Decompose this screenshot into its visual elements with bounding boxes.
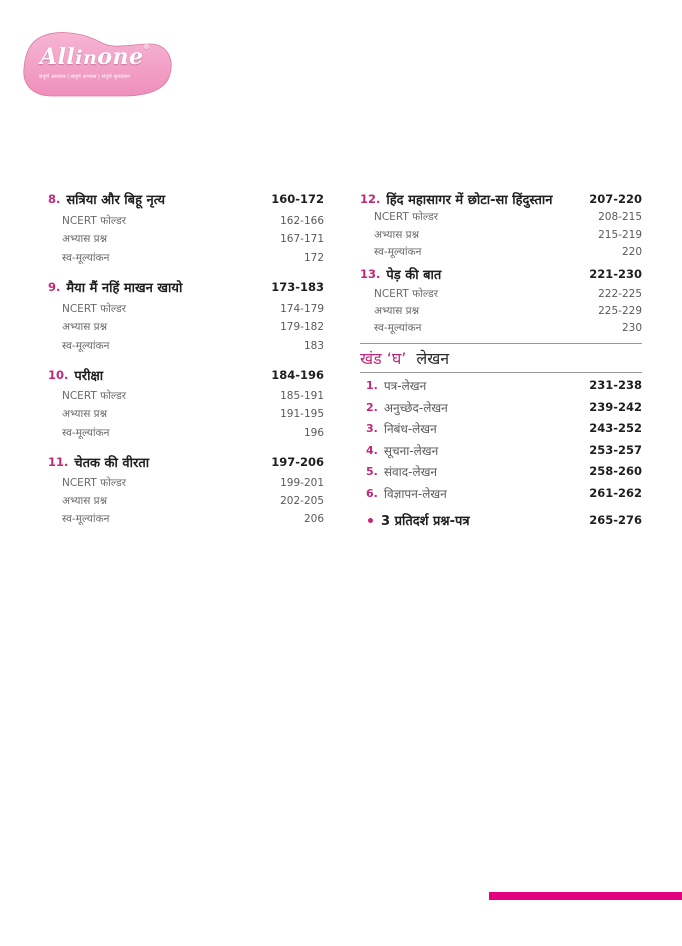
item-number: 4.	[366, 443, 378, 457]
item-pages: 265-276	[589, 513, 642, 527]
item-title: 3 प्रतिदर्श प्रश्न-पत्र	[381, 514, 470, 529]
subentry-title: स्व-मूल्यांकन	[62, 513, 110, 525]
subentry-pages: 199-201	[280, 477, 324, 489]
chapter-pages: 160-172	[271, 192, 324, 206]
item-pages: 231-238	[589, 378, 642, 392]
item-title: निबंध-लेखन	[383, 421, 437, 436]
toc-subentry[interactable]	[62, 511, 324, 527]
logo-wordmark: Allinone®	[40, 44, 151, 70]
subentry-title: अभ्यास प्रश्न	[62, 495, 108, 507]
toc-chapter-10[interactable]	[48, 365, 324, 385]
toc-subentry[interactable]	[374, 244, 642, 260]
toc-subentry[interactable]	[374, 227, 642, 243]
subentry-pages: 196	[303, 427, 324, 439]
subentry-pages: 230	[621, 322, 642, 334]
subentry-pages: 208-215	[598, 211, 642, 223]
subentry-pages: 179-182	[280, 321, 324, 333]
subentry-title: स्व-मूल्यांकन	[374, 322, 422, 334]
toc-chapter-9[interactable]	[48, 277, 324, 297]
section-divider-top	[360, 343, 642, 344]
toc-subentry[interactable]	[374, 303, 642, 319]
brand-logo	[22, 30, 174, 100]
item-pages: 243-252	[589, 421, 642, 435]
chapter-title: परीक्षा	[74, 369, 104, 384]
item-number: 5.	[366, 464, 378, 478]
chapter-number: 10.	[48, 368, 69, 382]
toc-subentry[interactable]	[62, 388, 324, 404]
toc-subentry[interactable]	[374, 209, 642, 225]
subentry-title: NCERT फोल्डर	[62, 390, 127, 402]
toc-subentry[interactable]	[62, 406, 324, 422]
toc-subentry[interactable]	[62, 425, 324, 441]
chapter-number: 9.	[48, 280, 61, 294]
toc-lekhan-item-5[interactable]	[366, 461, 642, 481]
subentry-title: स्व-मूल्यांकन	[62, 252, 110, 264]
section-divider-bottom	[360, 372, 642, 373]
toc-chapter-12[interactable]	[360, 189, 642, 209]
toc-subentry[interactable]	[62, 250, 324, 266]
subentry-title: अभ्यास प्रश्न	[62, 408, 108, 420]
subentry-pages: 183	[303, 340, 324, 352]
bullet-icon	[368, 518, 373, 523]
item-pages: 258-260	[589, 464, 642, 478]
toc-subentry[interactable]	[62, 213, 324, 229]
toc-chapter-8[interactable]	[48, 189, 324, 209]
subentry-title: स्व-मूल्यांकन	[62, 427, 110, 439]
item-number: 2.	[366, 400, 378, 414]
subentry-pages: 206	[303, 513, 324, 525]
toc-subentry[interactable]	[62, 475, 324, 491]
subentry-pages: 174-179	[280, 303, 324, 315]
item-title: विज्ञापन-लेखन	[383, 486, 447, 501]
section-heading-lekhan	[360, 346, 642, 370]
subentry-title: NCERT फोल्डर	[374, 211, 439, 223]
toc-lekhan-item-6[interactable]	[366, 483, 642, 503]
subentry-title: अभ्यास प्रश्न	[374, 229, 420, 241]
chapter-title: चेतक की वीरता	[74, 456, 150, 471]
chapter-number: 11.	[48, 455, 69, 469]
chapter-title: सत्रिया और बिहू नृत्य	[66, 193, 166, 208]
subentry-pages: 185-191	[280, 390, 324, 402]
subentry-title: अभ्यास प्रश्न	[374, 305, 420, 317]
toc-subentry[interactable]	[62, 319, 324, 335]
subentry-pages: 172	[303, 252, 324, 264]
toc-lekhan-item-4[interactable]	[366, 440, 642, 460]
section-title: लेखन	[416, 349, 450, 368]
chapter-title: हिंद महासागर में छोटा-सा हिंदुस्तान	[386, 193, 553, 208]
subentry-title: अभ्यास प्रश्न	[62, 321, 108, 333]
item-pages: 239-242	[589, 400, 642, 414]
subentry-pages: 215-219	[598, 229, 642, 241]
logo-tagline: संपूर्ण अध्ययन | संपूर्ण अभ्यास | संपूर्ण मूल्यांकन	[39, 74, 131, 80]
item-title: अनुच्छेद-लेखन	[383, 400, 448, 415]
subentry-title: स्व-मूल्यांकन	[374, 246, 422, 258]
toc-subentry[interactable]	[62, 493, 324, 509]
item-number: 6.	[366, 486, 378, 500]
chapter-title: मैया मैं नहिं माखन खायो	[66, 281, 183, 296]
subentry-pages: 220	[621, 246, 642, 258]
chapter-number: 13.	[360, 267, 381, 281]
subentry-pages: 202-205	[280, 495, 324, 507]
subentry-title: स्व-मूल्यांकन	[62, 340, 110, 352]
toc-subentry[interactable]	[62, 231, 324, 247]
subentry-title: NCERT फोल्डर	[62, 303, 127, 315]
chapter-pages: 207-220	[589, 192, 642, 206]
item-pages: 261-262	[589, 486, 642, 500]
chapter-number: 12.	[360, 192, 381, 206]
item-number: 3.	[366, 421, 378, 435]
chapter-pages: 197-206	[271, 455, 324, 469]
toc-subentry[interactable]	[62, 301, 324, 317]
section-khand-label: खंड ‘घ’	[360, 349, 407, 368]
subentry-pages: 222-225	[598, 288, 642, 300]
toc-sample-papers[interactable]	[368, 510, 642, 530]
chapter-pages: 173-183	[271, 280, 324, 294]
subentry-pages: 167-171	[280, 233, 324, 245]
toc-lekhan-item-1[interactable]	[366, 375, 642, 395]
toc-subentry[interactable]	[374, 286, 642, 302]
subentry-title: NCERT फोल्डर	[62, 477, 127, 489]
subentry-pages: 225-229	[598, 305, 642, 317]
toc-subentry[interactable]	[62, 338, 324, 354]
subentry-title: NCERT फोल्डर	[62, 215, 127, 227]
chapter-number: 8.	[48, 192, 61, 206]
chapter-pages: 184-196	[271, 368, 324, 382]
toc-chapter-11[interactable]	[48, 452, 324, 472]
subentry-title: अभ्यास प्रश्न	[62, 233, 108, 245]
item-title: पत्र-लेखन	[383, 378, 427, 393]
subentry-pages: 162-166	[280, 215, 324, 227]
chapter-title: पेड़ की बात	[386, 268, 442, 283]
item-title: सूचना-लेखन	[383, 443, 439, 458]
subentry-pages: 191-195	[280, 408, 324, 420]
item-title: संवाद-लेखन	[383, 464, 438, 479]
item-pages: 253-257	[589, 443, 642, 457]
item-number: 1.	[366, 378, 378, 392]
toc-chapter-13[interactable]	[360, 264, 642, 284]
toc-lekhan-item-3[interactable]	[366, 418, 642, 438]
toc-subentry[interactable]	[374, 320, 642, 336]
toc-lekhan-item-2[interactable]	[366, 397, 642, 417]
chapter-pages: 221-230	[589, 267, 642, 281]
subentry-title: NCERT फोल्डर	[374, 288, 439, 300]
footer-accent-bar	[489, 892, 682, 900]
